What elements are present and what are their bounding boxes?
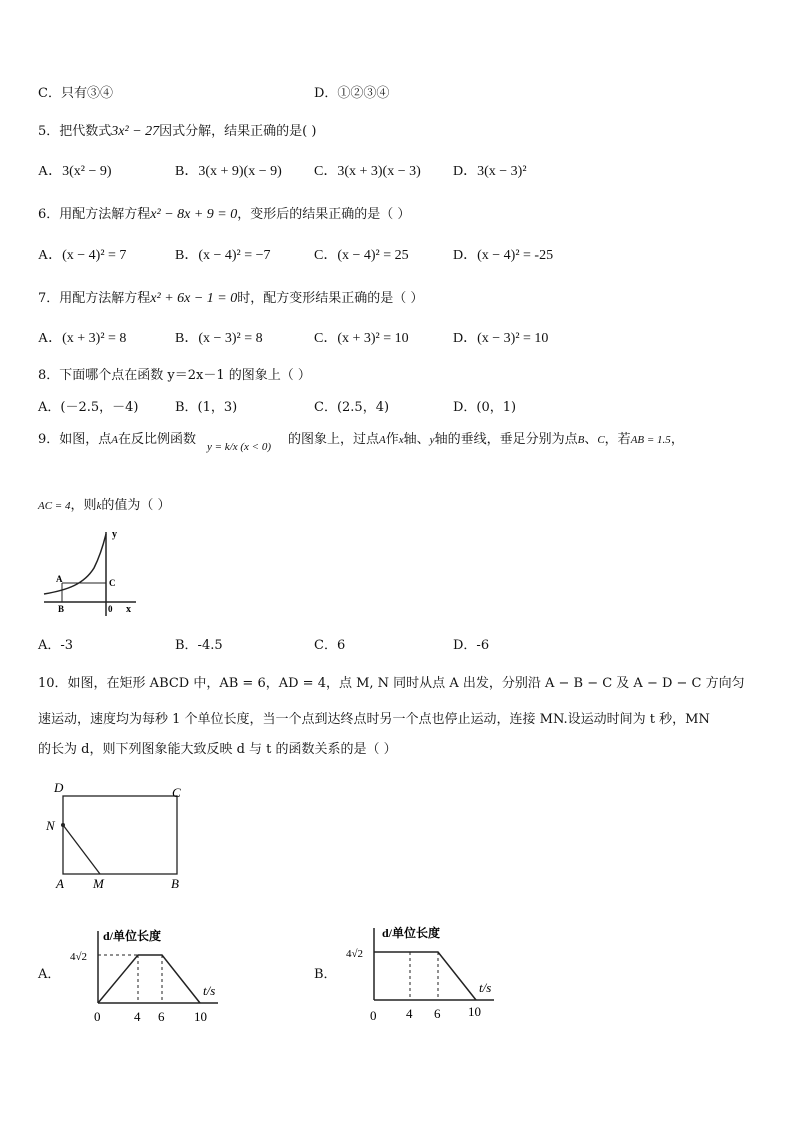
q10-option-b-label: B． [314,967,337,982]
q9-option-d: D．-6 [453,638,490,653]
q5-option-d: D．3(x − 3)² [453,164,527,179]
q9-text-1: 9．如图，点 [38,432,112,447]
q9-sep: 、 [584,432,598,447]
q6-option-c: C．(x − 4)² = 25 [314,248,409,263]
q5-stem-prefix: 5．把代数式 [38,124,112,139]
q8-option-c: C．(2.5，4) [314,400,390,415]
q9-x-axis: x [398,434,404,446]
q10-label-m: M [93,876,104,891]
q9-ac: AC = 4 [38,500,71,512]
q9-text-5: 轴、 [403,432,430,447]
q10-graph-b-curve [374,952,476,1000]
q9-text-7: ，若 [604,432,631,447]
q7-expression: x² + 6x − 1 = 0 [150,291,238,306]
q9-fig-label-x: x [126,604,131,615]
q10-graph-b-t0: 0 [370,1008,377,1023]
q9-line2-text: ，则 [70,498,97,513]
q7-option-a: A．(x + 3)² = 8 [38,331,127,346]
q7-stem-prefix: 7．用配方法解方程 [38,291,151,306]
q9-point-c: C [597,434,605,446]
q10-graph-b-t2: 6 [434,1006,441,1021]
q9-text-6: 轴的垂线，垂足分别为点 [434,432,578,447]
q5-option-b: B．3(x + 9)(x − 9) [175,164,282,179]
q6-stem [38,203,410,223]
q7-option-c: C．(x + 3)² = 10 [314,331,409,346]
q10-graph-b-ytick: 4√2 [346,948,364,960]
q10-option-a-label: A． [38,967,61,982]
q9-text-2: 在反比例函数 [118,432,197,447]
q9-figure [38,528,138,618]
q10-stem-line3: 的长为 d，则下列图象能大致反映 d 与 t 的函数关系的是（ ） [38,742,397,757]
q9-point-b: B [577,434,585,446]
q8-stem: 8．下面哪个点在函数 y＝2x－1 的图象上（ ） [38,368,311,383]
q10-graph-b-ylabel: d/单位长度 [382,926,441,940]
q9-option-c: C．6 [314,638,346,653]
q9-fig-label-a: A [56,574,63,584]
q4-option-d: D．①②③④ [314,86,390,101]
q6-option-d: D．(x − 4)² = -25 [453,248,554,263]
q10-label-n: N [46,818,55,833]
q10-stem-line1: 10．如图，在矩形 ABCD 中，AB = 6，AD = 4，点 M, N 同时从点 A 出发，分别沿 A − B − C 及 A − D − C 方向匀 [38,676,745,691]
q6-stem-suffix: ，变形后的结果正确的是（ ） [237,207,411,222]
q7-stem [38,287,423,307]
q10-graph-a-ytick: 4√2 [70,951,88,963]
q8-option-d: D．(0，1) [453,400,517,415]
q9-fig-label-c: C [109,578,116,588]
q7-option-d: D．(x − 3)² = 10 [453,331,549,346]
q6-stem-prefix: 6．用配方法解方程 [38,207,151,222]
q9-stem-line1b [288,428,684,447]
q5-expression: 3x² − 27 [111,124,160,139]
q10-graph-b-t3: 10 [468,1004,481,1019]
q10-graph-a-t2: 6 [158,1009,165,1024]
q10-graph-a-t1: 4 [134,1009,141,1024]
q9-end: ， [670,432,684,447]
q5-stem [38,120,316,140]
q8-option-b: B．(1，3) [175,400,238,415]
q10-label-b: B [171,876,179,891]
q5-option-a: A．3(x² − 9) [38,164,112,179]
q10-graph-a-ylabel: d/单位长度 [103,929,162,943]
q5-option-c: C．3(x + 3)(x − 3) [314,164,421,179]
q6-option-a: A．(x − 4)² = 7 [38,248,127,263]
q6-expression: x² − 8x + 9 = 0 [150,207,238,222]
q7-option-b: B．(x − 3)² = 8 [175,331,263,346]
q10-graph-b [342,922,502,1024]
q10-graph-a-t0: 0 [94,1009,101,1024]
q9-fig-label-b: B [58,604,65,614]
q10-label-d: D [54,780,64,795]
q8-option-a: A．(－2.5，－4) [38,400,139,415]
q9-ab: AB = 1.5 [630,434,671,446]
q9-stem-line1 [38,428,196,447]
q9-y-axis: y [429,434,435,446]
q9-text-3: 的图象上，过点 [288,432,380,447]
q10-graph-a-curve [98,955,200,1003]
q9-option-b: B．-4.5 [175,638,223,653]
q10-point-n [61,823,65,827]
q9-text-4: 作 [385,432,399,447]
q10-rect [63,796,177,874]
q10-rectangle-figure [38,778,198,896]
q9-point-a2: A [379,434,386,446]
q10-segment-mn [63,825,100,874]
q10-label-a: A [56,876,64,891]
q9-point-a: A [111,434,119,446]
q10-stem-line2: 速运动，速度均为每秒 1 个单位长度，当一个点到达终点时另一个点也停止运动，连接 MN.设运动时间为 t 秒，MN [38,712,710,727]
q10-graph-a-xlabel: t/s [203,983,216,998]
q10-graph-b-t1: 4 [406,1006,413,1021]
q10-graph-b-xlabel: t/s [479,980,492,995]
q9-line2-end: 的值为（ ） [101,498,171,513]
q7-stem-suffix: 时，配方变形结果正确的是（ ） [237,291,424,306]
q6-option-b: B．(x − 4)² = −7 [175,248,271,263]
q9-fig-label-y: y [112,529,117,540]
q9-k: k [96,500,102,512]
q5-stem-suffix: 因式分解，结果正确的是( ) [159,124,317,139]
q9-fig-curve [44,534,106,594]
q4-option-c: C．只有③④ [38,86,113,101]
q9-stem-line2 [38,494,171,513]
q10-graph-a-t3: 10 [194,1009,207,1024]
q9-fig-label-o: 0 [108,604,113,614]
q10-label-c: C [172,785,181,800]
q9-option-a: A．-3 [38,638,74,653]
q10-graph-a [66,925,226,1025]
q9-function: y = k/x (x < 0) [207,441,272,453]
